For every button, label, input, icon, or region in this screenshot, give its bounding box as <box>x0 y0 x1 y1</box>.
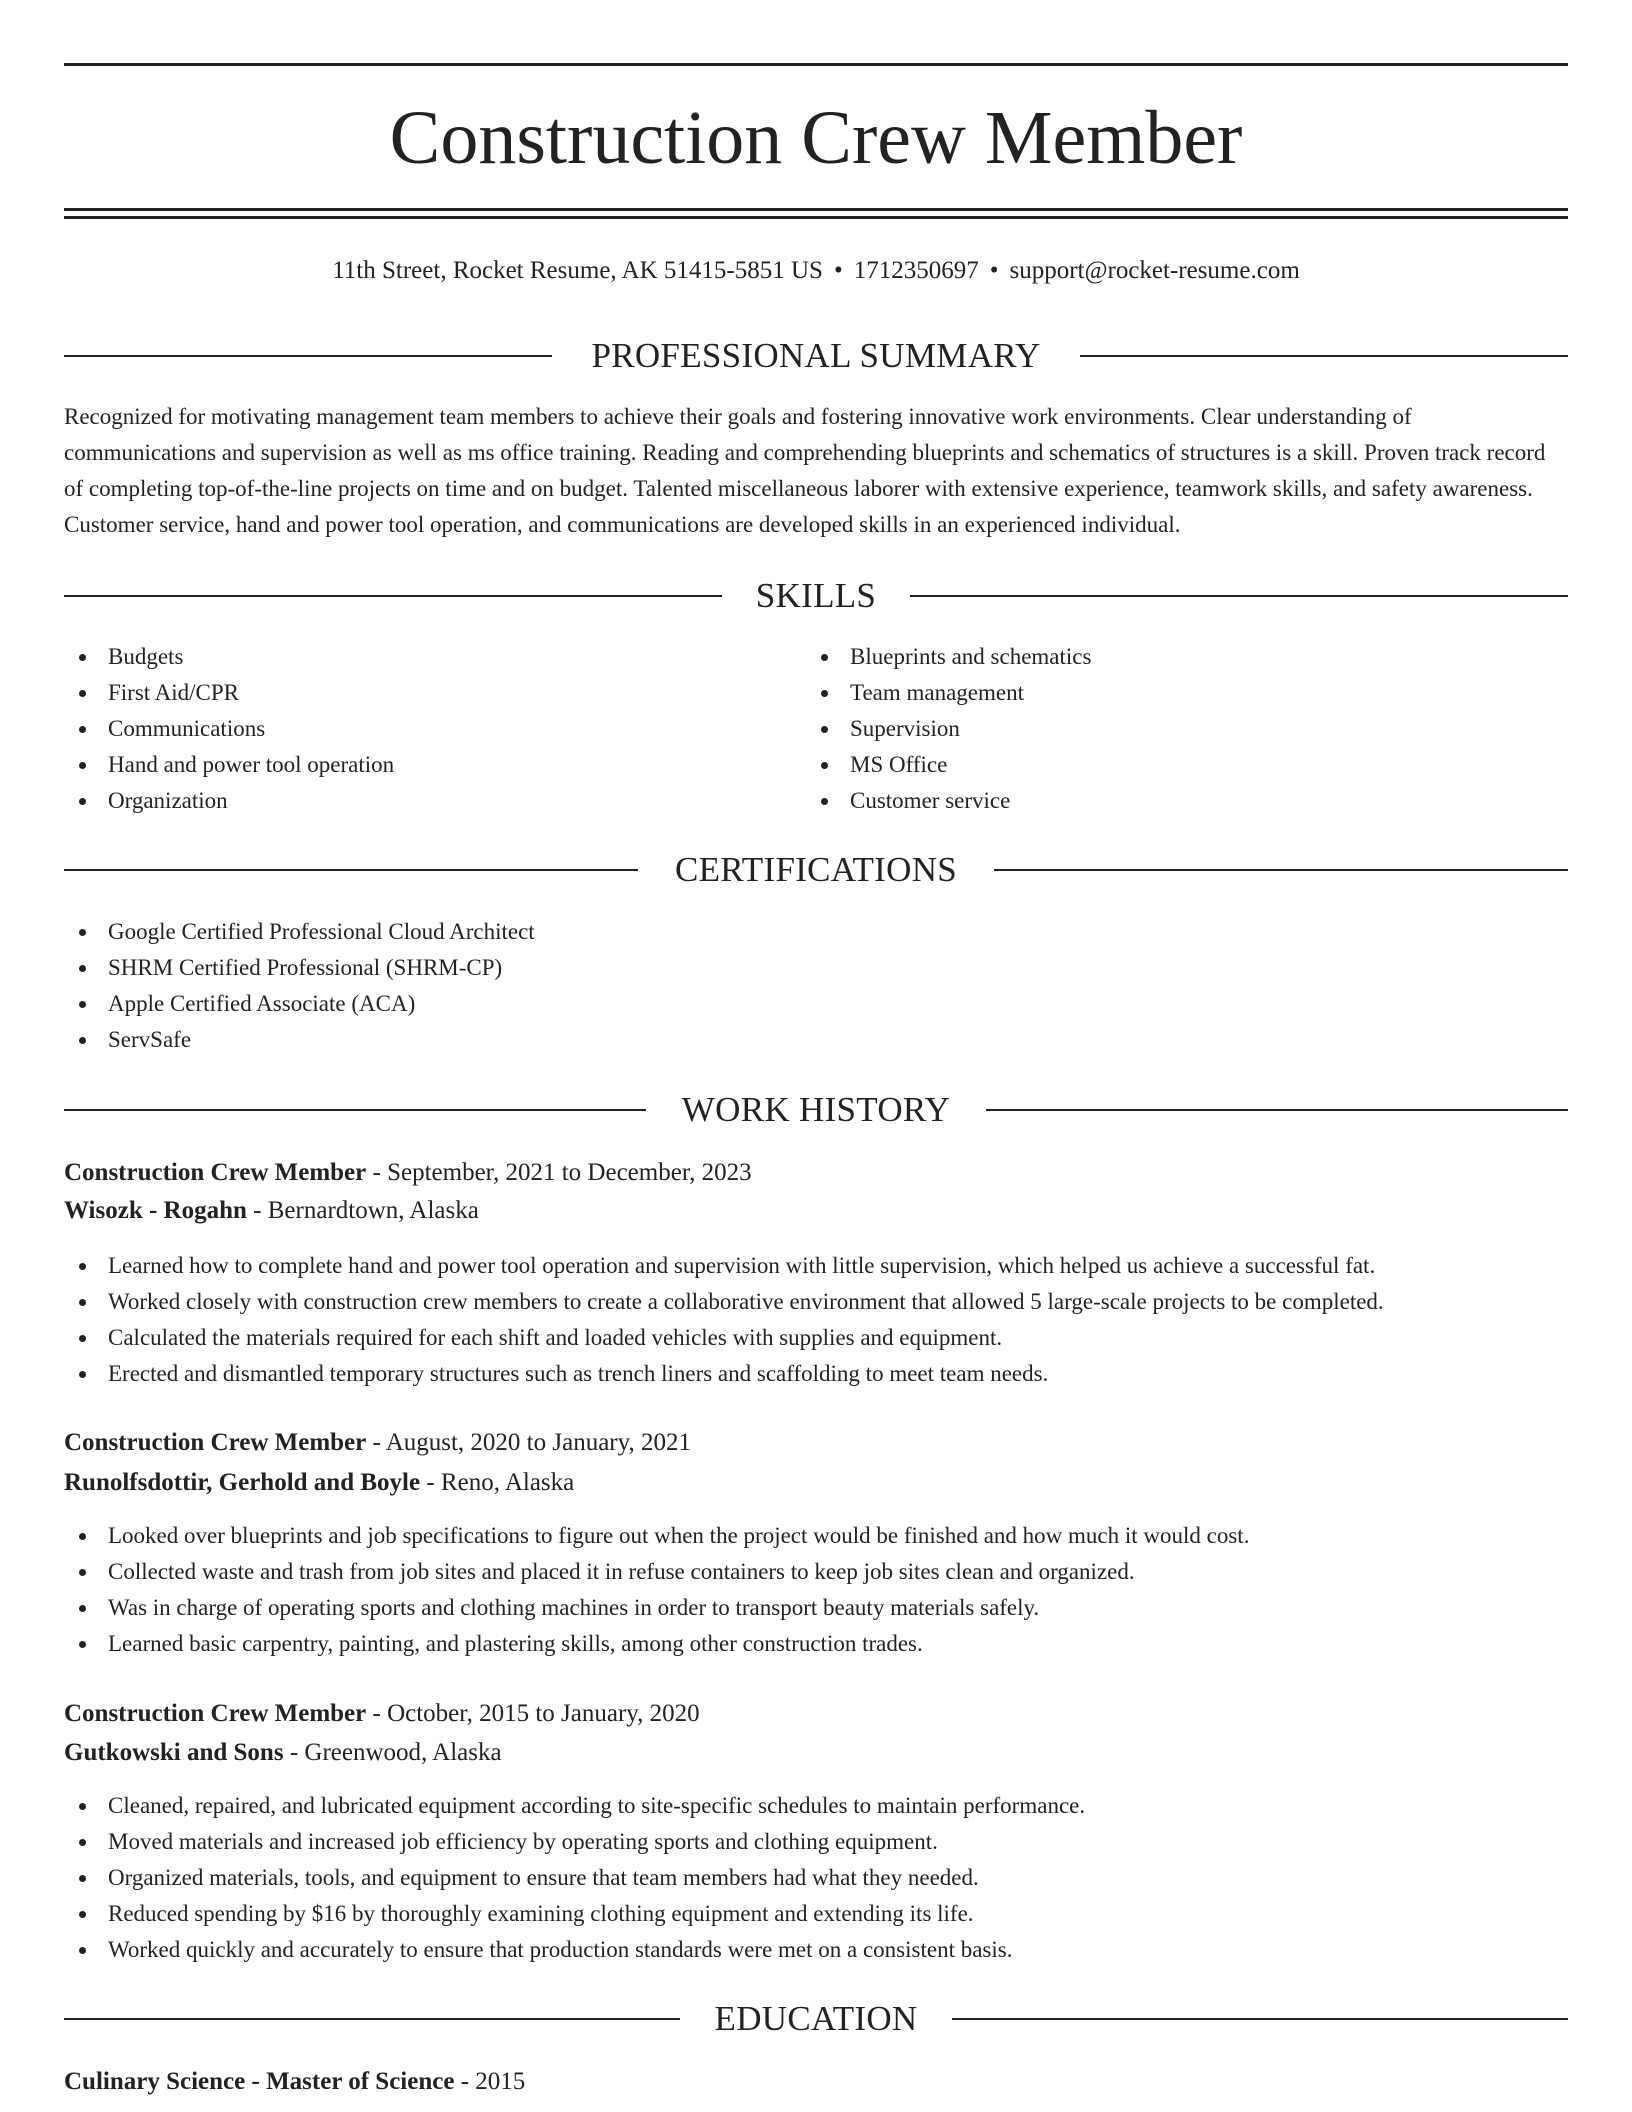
job-company: Gutkowski and Sons <box>64 1739 284 1766</box>
skill-item: MS Office <box>806 747 1546 783</box>
education-field: Culinary Science <box>64 2068 246 2095</box>
job-title: Construction Crew Member <box>64 1429 367 1456</box>
skill-item: Organization <box>64 783 804 819</box>
job-duty-item: Cleaned, repaired, and lubricated equipment according to site-specific schedules to maintain performance. <box>64 1788 1568 1824</box>
certifications-list <box>64 914 1568 1058</box>
job-location: Bernardtown, Alaska <box>267 1197 479 1224</box>
job-duty-item: Learned how to complete hand and power tool operation and supervision with little supervision, which helped us achieve a successful fat. <box>64 1248 1568 1284</box>
contact-phone: 1712350697 <box>853 257 979 284</box>
section-rule-right <box>994 869 1568 871</box>
job-duty-item: Moved materials and increased job efficiency by operating sports and clothing equipment. <box>64 1824 1568 1860</box>
job-duties-list <box>64 1788 1568 1968</box>
certification-item: Google Certified Professional Cloud Architect <box>64 914 1568 950</box>
job-dates: October, 2015 to January, 2020 <box>387 1700 700 1727</box>
contact-line <box>64 253 1568 289</box>
job-duties-list <box>64 1518 1568 1662</box>
skill-item: Blueprints and schematics <box>806 639 1546 675</box>
section-title-summary: PROFESSIONAL SUMMARY <box>591 336 1041 375</box>
job-duty-item: Worked closely with construction crew members to create a collaborative environment that allowed 5 large-scale projects to be completed. <box>64 1284 1568 1320</box>
section-title-work-history: WORK HISTORY <box>681 1090 951 1129</box>
section-heading-work-history <box>64 1090 1568 1130</box>
skill-item: Team management <box>806 675 1546 711</box>
job-dates: September, 2021 to December, 2023 <box>387 1159 752 1186</box>
job-dates: August, 2020 to January, 2021 <box>385 1429 692 1456</box>
section-title-education: EDUCATION <box>714 1999 918 2038</box>
skill-item: Customer service <box>806 783 1546 819</box>
job-company: Wisozk - Rogahn <box>64 1197 247 1224</box>
section-title-certifications: CERTIFICATIONS <box>674 850 958 889</box>
job-title-line: Construction Crew Member - October, 2015 to January, 2020 <box>64 1700 700 1727</box>
job-duty-item: Learned basic carpentry, painting, and plastering skills, among other construction trades. <box>64 1626 1568 1662</box>
section-heading-summary <box>64 336 1568 376</box>
job-company-line: Runolfsdottir, Gerhold and Boyle - Reno, Alaska <box>64 1469 575 1496</box>
section-rule-right <box>1080 355 1568 357</box>
contact-separator: • <box>989 257 999 284</box>
job-duty-item: Calculated the materials required for each shift and loaded vehicles with supplies and equipment. <box>64 1320 1568 1356</box>
contact-separator: • <box>833 257 843 284</box>
certification-item: SHRM Certified Professional (SHRM-CP) <box>64 950 1568 986</box>
header-double-rule-lower <box>64 216 1568 219</box>
education-degree: Master of Science <box>266 2068 455 2095</box>
job-location: Greenwood, Alaska <box>304 1739 502 1766</box>
skills-list-left <box>64 639 804 819</box>
header-double-rule-upper <box>64 208 1568 211</box>
job-title: Construction Crew Member <box>64 1700 367 1727</box>
skills-list-right <box>806 639 1546 819</box>
professional-summary-text: Recognized for motivating management team members to achieve their goals and fostering innovative work environments. Clear understanding of communications and supervision as well as ms office training. Reading and comprehending blueprints and schematics of structures is a skill. Proven track record of completing top-of-the-line projects on time and on budget. Talented miscellaneous laborer with extensive experience, teamwork skills, and safety awareness. Customer service, hand and power tool operation, and communications are developed skills in an experienced individual. <box>64 404 1546 537</box>
job-duty-item: Organized materials, tools, and equipment to ensure that team members had what they needed. <box>64 1860 1568 1896</box>
job-company-line: Gutkowski and Sons - Greenwood, Alaska <box>64 1739 502 1766</box>
job-location: Reno, Alaska <box>440 1469 575 1496</box>
section-rule-right <box>986 1109 1568 1111</box>
job-title-line: Construction Crew Member - September, 2021 to December, 2023 <box>64 1159 752 1186</box>
section-heading-skills <box>64 576 1568 616</box>
job-duty-item: Collected waste and trash from job sites and placed it in refuse containers to keep job sites clean and organized. <box>64 1554 1568 1590</box>
job-duty-item: Worked quickly and accurately to ensure that production standards were met on a consistent basis. <box>64 1932 1568 1968</box>
education-year: 2015 <box>475 2068 526 2095</box>
job-duty-item: Reduced spending by $16 by thoroughly examining clothing equipment and extending its life. <box>64 1896 1568 1932</box>
job-company: Runolfsdottir, Gerhold and Boyle <box>64 1469 421 1496</box>
job-duty-item: Was in charge of operating sports and clothing machines in order to transport beauty materials safely. <box>64 1590 1568 1626</box>
job-title-line: Construction Crew Member - August, 2020 to January, 2021 <box>64 1429 692 1456</box>
job-duties-list <box>64 1248 1568 1392</box>
job-duty-item: Erected and dismantled temporary structures such as trench liners and scaffolding to meet team needs. <box>64 1356 1568 1392</box>
job-duty-item: Looked over blueprints and job specifications to figure out when the project would be finished and how much it would cost. <box>64 1518 1568 1554</box>
section-rule-right <box>910 595 1568 597</box>
job-company-line: Wisozk - Rogahn - Bernardtown, Alaska <box>64 1197 479 1224</box>
certification-item: ServSafe <box>64 1022 1568 1058</box>
certification-item: Apple Certified Associate (ACA) <box>64 986 1568 1022</box>
education-line: Culinary Science - Master of Science - 2015 <box>64 2068 526 2095</box>
skill-item: First Aid/CPR <box>64 675 804 711</box>
skill-item: Budgets <box>64 639 804 675</box>
section-heading-education <box>64 1999 1568 2039</box>
job-title: Construction Crew Member <box>64 1159 367 1186</box>
contact-address: 11th Street, Rocket Resume, AK 51415-5851 US <box>332 257 823 284</box>
skill-item: Supervision <box>806 711 1546 747</box>
skill-item: Hand and power tool operation <box>64 747 804 783</box>
resume-title: Construction Crew Member <box>389 96 1243 180</box>
skill-item: Communications <box>64 711 804 747</box>
section-rule-right <box>952 2018 1568 2020</box>
section-title-skills: SKILLS <box>755 576 877 615</box>
section-heading-certifications <box>64 850 1568 890</box>
header-top-rule <box>64 63 1568 66</box>
contact-email[interactable]: support@rocket-resume.com <box>1009 257 1300 284</box>
